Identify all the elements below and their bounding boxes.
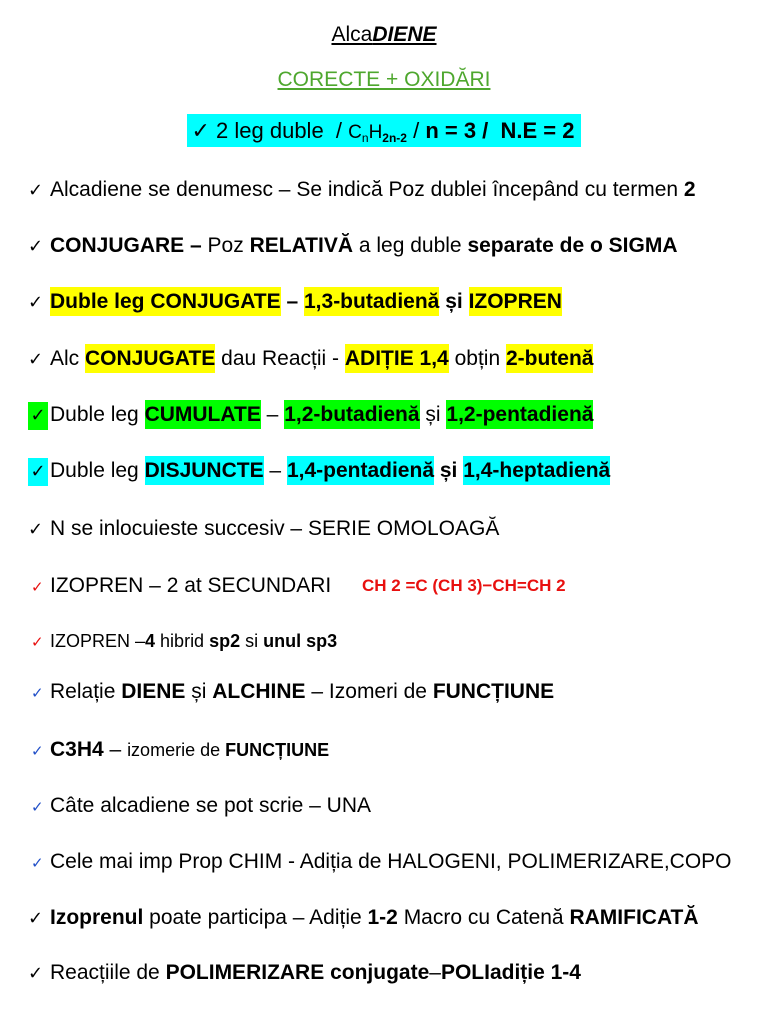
highlight-green-text: 1,2-butadienă (284, 400, 419, 429)
line-text: Câte alcadiene se pot scrie – UNA (50, 794, 371, 817)
summary-text: 2 leg duble / (209, 118, 349, 143)
check-icon: ✓ (31, 854, 44, 872)
line-text-bold: unul sp3 (263, 631, 338, 651)
line-text: dau Reacții - (215, 347, 345, 370)
title-emphasis: DIENE (372, 23, 437, 46)
line-text: IZOPREN – 2 at SECUNDARI (50, 574, 332, 597)
note-line-1 (28, 176, 696, 204)
note-line-9 (28, 627, 337, 655)
line-text: hibrid (155, 631, 210, 651)
line-text: poate participa – Adiție (143, 906, 368, 929)
line-text: Alcadiene se denumesc – Se indică Poz dublei începând cu termen (50, 178, 684, 201)
line-text: – (263, 459, 287, 482)
summary-values: n = 3 / N.E = 2 (425, 118, 575, 143)
summary-line (0, 114, 768, 147)
line-text-bold: CONJUGARE – (50, 234, 202, 257)
note-line-12 (28, 792, 371, 820)
highlight-yellow-text: ADIȚIE 1,4 (345, 344, 449, 373)
highlight-green-text: CUMULATE (145, 400, 261, 429)
line-text: Reacțiile de (50, 961, 166, 984)
check-icon: ✓ (28, 908, 44, 929)
check-icon: ✓ (28, 963, 44, 984)
check-icon: ✓ (28, 292, 44, 313)
line-text-bold: RELATIVĂ (249, 234, 354, 257)
line-text-bold: ALCHINE (212, 680, 306, 703)
line-text: Alc (50, 347, 86, 370)
line-text: – (429, 961, 441, 984)
note-line-8 (28, 572, 331, 600)
note-line-11 (28, 736, 329, 764)
check-icon: ✓ (31, 684, 44, 702)
page-subtitle: CORECTE + OXIDĂRI (277, 68, 491, 91)
line-text-bold: 4 (145, 631, 156, 651)
line-text: Cele mai imp Prop CHIM - Adiția de HALOGENI, POLIMERIZARE,COPO (50, 850, 732, 873)
line-text: – Izomeri de (305, 680, 433, 703)
line-text: Macro cu Catenă (397, 906, 570, 929)
line-text: și (185, 680, 213, 703)
note-line-5 (28, 401, 593, 429)
formula-h: H (368, 122, 383, 143)
check-icon: ✓ (31, 578, 44, 596)
line-text-bold: Izoprenul (50, 906, 144, 929)
note-line-6 (28, 457, 610, 485)
isoprene-formula: CH 2 =C (CH 3)−CH=CH 2 (362, 576, 566, 595)
highlight-cyan-text: 1,4-pentadienă (287, 456, 434, 485)
highlight-cyan-text: DISJUNCTE (145, 456, 264, 485)
line-text: IZOPREN – (50, 631, 146, 651)
line-text-bold: RAMIFICATĂ (569, 906, 699, 929)
check-icon: ✓ (28, 519, 44, 540)
check-icon: ✓ (28, 236, 44, 257)
check-icon: ✓ (28, 349, 44, 370)
line-text: N se inlocuieste succesiv – SERIE OMOLOAGĂ (50, 517, 500, 540)
line-text: – (260, 403, 285, 426)
note-line-15 (28, 959, 581, 987)
line-text: izomerie de (127, 740, 226, 760)
summary-separator: / (406, 118, 426, 143)
line-text: Duble leg (50, 459, 145, 482)
note-line-7 (28, 515, 499, 543)
line-text-bold: sp2 (209, 631, 241, 651)
highlight-yellow-text: Duble leg CONJUGATE (50, 287, 281, 316)
line-text-bold: și (434, 459, 464, 482)
line-text-bold: 2 (683, 178, 696, 201)
title-prefix: Alca (331, 23, 373, 46)
page-title (0, 21, 768, 49)
highlight-cyan-text: 1,4-heptadienă (463, 456, 610, 485)
line-text-bold: separate de o SIGMA (467, 234, 678, 257)
line-text-bold: DIENE (121, 680, 186, 703)
line-text: Relație (50, 680, 122, 703)
line-text-bold: FUNCȚIUNE (432, 680, 555, 703)
line-text-bold: și (439, 290, 469, 313)
line-text: și (419, 403, 447, 426)
line-text-bold: POLIMERIZARE conjugate (165, 961, 430, 984)
note-line-3 (28, 288, 562, 316)
line-text: – (103, 738, 128, 761)
line-text-bold: – (280, 290, 304, 313)
line-text-bold: C3H4 (50, 738, 104, 761)
highlight-yellow-text: IZOPREN (469, 287, 562, 316)
highlight-yellow-text: 1,3-butadienă (304, 287, 439, 316)
note-line-10 (28, 678, 554, 706)
note-line-4 (28, 345, 593, 373)
line-text-bold: 1-2 (367, 906, 398, 929)
check-icon: ✓ (28, 180, 44, 201)
note-line-2 (28, 232, 678, 260)
formula-c: C (348, 122, 362, 143)
formula-h-subscript: 2n-2 (382, 131, 407, 145)
line-text: si (240, 631, 264, 651)
check-icon: ✓ (28, 402, 48, 430)
highlight-yellow-text: 2-butenă (506, 344, 594, 373)
line-text-bold: POLIadiție 1-4 (440, 961, 581, 984)
check-icon: ✓ (31, 742, 44, 760)
line-text: a leg duble (353, 234, 468, 257)
note-line-14 (28, 904, 699, 932)
line-text: Duble leg (50, 403, 145, 426)
check-icon: ✓ (31, 798, 44, 816)
check-icon: ✓ (28, 458, 48, 486)
highlight-green-text: 1,2-pentadienă (446, 400, 593, 429)
highlight-yellow-text: CONJUGATE (85, 344, 215, 373)
line-text: Poz (201, 234, 250, 257)
note-line-13 (28, 848, 732, 876)
check-icon: ✓ (191, 118, 210, 143)
line-text-bold: FUNCȚIUNE (225, 740, 330, 760)
line-text: obțin (448, 347, 506, 370)
check-icon: ✓ (31, 633, 44, 651)
formula-c-subscript: n (361, 131, 369, 145)
summary-highlight (187, 114, 580, 147)
